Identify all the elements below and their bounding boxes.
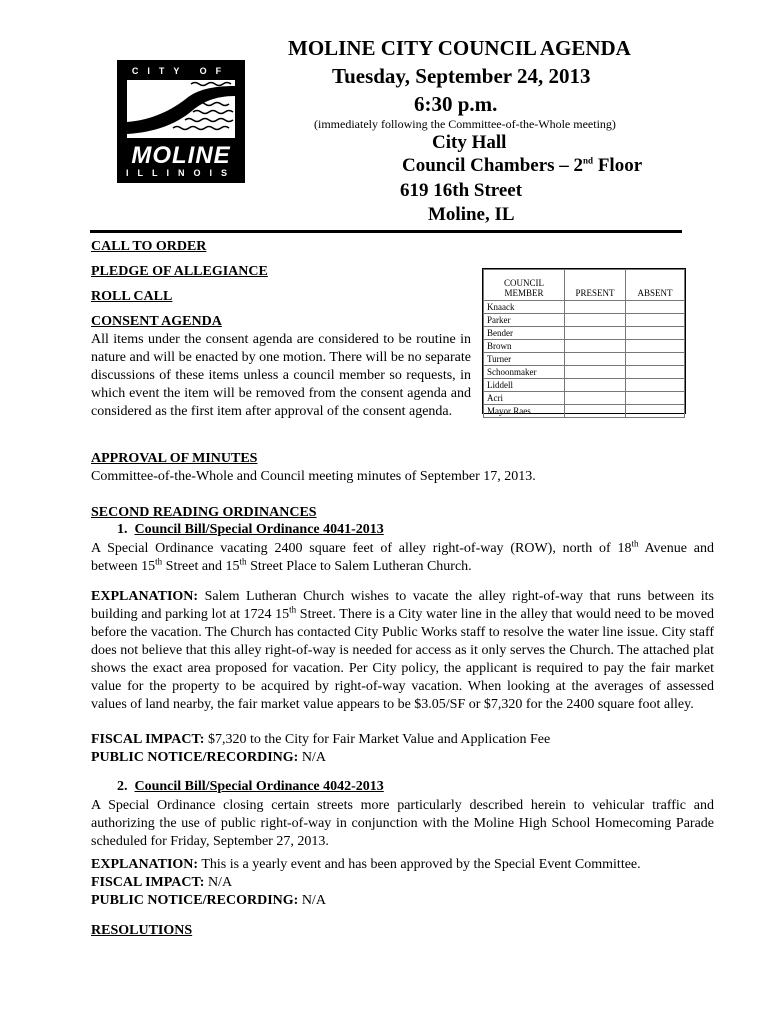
- explanation-label: EXPLANATION:: [91, 589, 199, 604]
- table-row: [484, 366, 685, 379]
- table-row: [484, 379, 685, 392]
- absent-cell: [626, 405, 685, 418]
- present-cell: [565, 314, 626, 327]
- ordinance-4041-description: A Special Ordinance vacating 2400 square feet of alley right-of-way (ROW), north of 18th Avenue and between 15th Street and 15th Street Place to Salem Lutheran Church.: [91, 538, 714, 574]
- member-name: Acri: [484, 392, 565, 405]
- table-row: [484, 392, 685, 405]
- table-row: [484, 340, 685, 353]
- absent-cell: [626, 379, 685, 392]
- section-second-reading: SECOND READING ORDINANCES: [91, 505, 317, 520]
- header-absent: ABSENT: [626, 270, 685, 301]
- member-name: Knaack: [484, 301, 565, 314]
- member-name: Bender: [484, 327, 565, 340]
- ordinance-4041-title: Council Bill/Special Ordinance 4041-2013: [134, 522, 384, 537]
- city-logo: [117, 60, 245, 183]
- city-state: Moline, IL: [428, 204, 515, 225]
- item-number: 1.: [117, 522, 128, 537]
- notice-label: PUBLIC NOTICE/RECORDING:: [91, 893, 299, 908]
- section-pledge: PLEDGE OF ALLEGIANCE: [91, 264, 268, 279]
- roll-call-table: [482, 268, 686, 414]
- ordinance-4041-heading: [117, 522, 384, 538]
- consent-text: All items under the consent agenda are considered to be routine in nature and will be enacted by one motion. There will be no separate discussions of these items unless a council member so requests, in which event the item will be removed from the consent agenda and considered as the first item after approval of the consent agenda.: [91, 332, 471, 419]
- member-name: Schoonmaker: [484, 366, 565, 379]
- member-name: Turner: [484, 353, 565, 366]
- absent-cell: [626, 366, 685, 379]
- ordinance-4042-title: Council Bill/Special Ordinance 4042-2013: [134, 779, 384, 794]
- logo-illinois: ILLINOIS: [126, 168, 236, 178]
- ordinance-4041-fiscal: FISCAL IMPACT: $7,320 to the City for Fair Market Value and Application Fee: [91, 732, 551, 747]
- section-roll-call: ROLL CALL: [91, 289, 173, 304]
- fiscal-label: FISCAL IMPACT:: [91, 732, 205, 747]
- ordinance-4042-notice: PUBLIC NOTICE/RECORDING: N/A: [91, 893, 326, 908]
- venue: City Hall: [432, 132, 507, 153]
- section-approval-of-minutes: APPROVAL OF MINUTES: [91, 451, 258, 466]
- present-cell: [565, 392, 626, 405]
- street-address: 619 16th Street: [400, 180, 523, 201]
- absent-cell: [626, 327, 685, 340]
- section-call-to-order: CALL TO ORDER: [91, 239, 207, 254]
- room: Council Chambers – 2nd Floor: [402, 155, 643, 176]
- ordinance-4042-heading: [117, 779, 384, 795]
- item-number: 2.: [117, 779, 128, 794]
- present-cell: [565, 366, 626, 379]
- ordinance-4041-notice: PUBLIC NOTICE/RECORDING: N/A: [91, 750, 326, 765]
- header-council-member: COUNCIL MEMBER: [484, 270, 565, 301]
- minutes-text: Committee-of-the-Whole and Council meeting minutes of September 17, 2013.: [91, 469, 536, 484]
- header-present: PRESENT: [565, 270, 626, 301]
- absent-cell: [626, 314, 685, 327]
- absent-cell: [626, 340, 685, 353]
- table-row: [484, 327, 685, 340]
- present-cell: [565, 405, 626, 418]
- explanation-label: EXPLANATION:: [91, 857, 199, 872]
- header-rule: [90, 230, 682, 233]
- meeting-date: Tuesday, September 24, 2013: [332, 64, 591, 88]
- ordinance-4041-explanation: EXPLANATION: Salem Lutheran Church wishes to vacate the alley right-of-way that runs between its building and parking lot at 1724 15th Street. There is a City water line in the alley that would need to be moved before the vacation. The Church has contacted City Public Works staff to resolve the water line issue. City staff does not believe that this alley right-of-way is needed for access as it only serves the Church. The attached plat shows the exact area proposed for vacation. Per City policy, the applicant is required to pay the fair market value for the property to be acquired by right-of-way vacation. When looking at the averages of assessed values of land nearby, the fair market value appears to be $3.05/SF or $7,320 for the 2400 square foot alley.: [91, 589, 715, 712]
- fiscal-label: FISCAL IMPACT:: [91, 875, 205, 890]
- meeting-note: (immediately following the Committee-of-the-Whole meeting): [314, 117, 616, 131]
- present-cell: [565, 301, 626, 314]
- logo-moline: MOLINE: [131, 142, 231, 169]
- present-cell: [565, 379, 626, 392]
- present-cell: [565, 353, 626, 366]
- logo-river-graphic: [127, 80, 235, 138]
- agenda-title: MOLINE CITY COUNCIL AGENDA: [288, 36, 631, 60]
- member-name: Liddell: [484, 379, 565, 392]
- member-name: Parker: [484, 314, 565, 327]
- table-row: [484, 353, 685, 366]
- ordinance-4042-fiscal: FISCAL IMPACT: N/A: [91, 875, 233, 890]
- table-row: [484, 314, 685, 327]
- table-row: [484, 301, 685, 314]
- notice-label: PUBLIC NOTICE/RECORDING:: [91, 750, 299, 765]
- member-name: Brown: [484, 340, 565, 353]
- ordinance-4042-description: A Special Ordinance closing certain streets more particularly described herein to vehicular traffic and authorizing the use of public right-of-way in conjunction with the Moline High School Homecoming Parade scheduled for Friday, September 27, 2013.: [91, 798, 714, 849]
- present-cell: [565, 327, 626, 340]
- ordinance-4042-explanation: EXPLANATION: This is a yearly event and has been approved by the Special Event Committee.: [91, 857, 641, 872]
- absent-cell: [626, 353, 685, 366]
- logo-city-of: CITY OF: [131, 66, 231, 76]
- member-name: Mayor Raes: [484, 405, 565, 418]
- section-resolutions: RESOLUTIONS: [91, 923, 193, 938]
- absent-cell: [626, 392, 685, 405]
- present-cell: [565, 340, 626, 353]
- meeting-time: 6:30 p.m.: [414, 92, 498, 116]
- absent-cell: [626, 301, 685, 314]
- section-consent-agenda: CONSENT AGENDA: [91, 314, 222, 329]
- table-row: [484, 405, 685, 418]
